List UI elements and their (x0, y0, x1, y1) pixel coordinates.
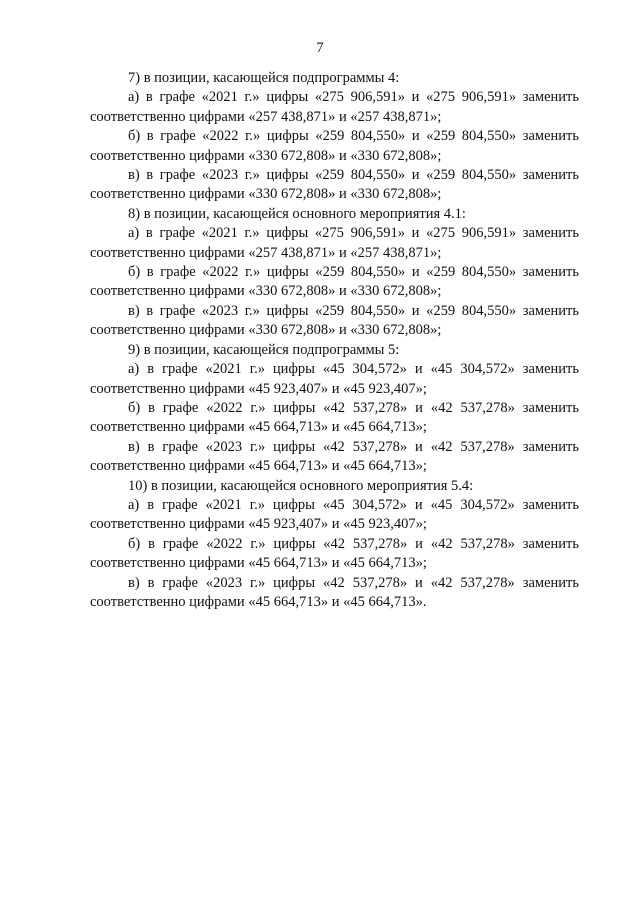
paragraph-9b: б) в графе «2022 г.» цифры «42 537,278» и «42 537,278» заменить соответственно цифрами «45 664,713» и «45 664,713»; (90, 399, 579, 436)
paragraph-8c: в) в графе «2023 г.» цифры «259 804,550» и «259 804,550» заменить соответственно цифрами «330 672,808» и «330 672,808»; (90, 302, 579, 339)
paragraph-7a: а) в графе «2021 г.» цифры «275 906,591» и «275 906,591» заменить соответственно цифрами «257 438,871» и «257 438,871»; (90, 89, 579, 125)
paragraph-10a: а) в графе «2021 г.» цифры «45 304,572» и «45 304,572» заменить соответственно цифрами «45 923,407» и «45 923,407»; (90, 496, 579, 533)
paragraph-9-heading: 9) в позиции, касающейся подпрограммы 5: (128, 341, 400, 358)
paragraph-9a: а) в графе «2021 г.» цифры «45 304,572» и «45 304,572» заменить соответственно цифрами «45 923,407» и «45 923,407»; (90, 361, 579, 397)
paragraph-9c: в) в графе «2023 г.» цифры «42 537,278» и «42 537,278» заменить соответственно цифрами «45 664,713» и «45 664,713»; (90, 438, 579, 475)
paragraph-8a: а) в графе «2021 г.» цифры «275 906,591» и «275 906,591» заменить соответственно цифрами «257 438,871» и «257 438,871»; (90, 225, 579, 261)
paragraph-7b: б) в графе «2022 г.» цифры «259 804,550» и «259 804,550» заменить соответственно цифрами «330 672,808» и «330 672,808»; (90, 128, 579, 164)
paragraph-8-heading: 8) в позиции, касающейся основного мероприятия 4.1: (128, 205, 466, 222)
paragraph-7-heading: 7) в позиции, касающейся подпрограммы 4: (128, 70, 400, 86)
paragraph-7c: в) в графе «2023 г.» цифры «259 804,550» и «259 804,550» заменить соответственно цифрами «330 672,808» и «330 672,808»; (90, 167, 579, 203)
paragraph-10b: б) в графе «2022 г.» цифры «42 537,278» и «42 537,278» заменить соответственно цифрами «45 664,713» и «45 664,713»; (90, 535, 579, 572)
page-number: 7 (316, 40, 324, 56)
paragraph-8b: б) в графе «2022 г.» цифры «259 804,550» и «259 804,550» заменить соответственно цифрами «330 672,808» и «330 672,808»; (90, 264, 579, 300)
paragraph-10c: в) в графе «2023 г.» цифры «42 537,278» и «42 537,278» заменить соответственно цифрами «45 664,713» и «45 664,713». (90, 574, 579, 610)
paragraph-10-heading: 10) в позиции, касающейся основного мероприятия 5.4: (128, 477, 474, 494)
document-body (90, 69, 579, 612)
